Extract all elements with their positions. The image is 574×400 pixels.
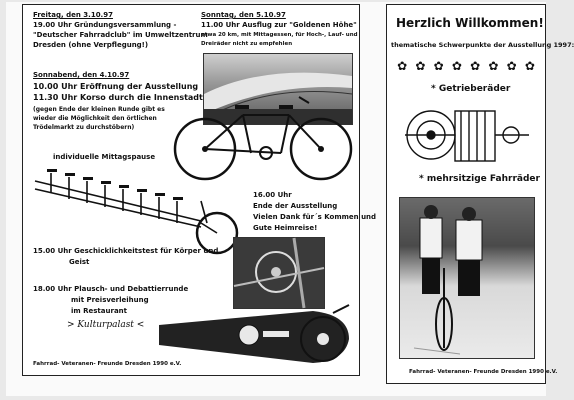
theme-item-multiseat: * mehrsitzige Fahrräder [419,174,540,184]
friday-line-2: "Deutscher Fahrradclub" im Umweltzentrum [33,31,208,39]
friday-line-1: 19.00 Uhr Gründungsversammlung - [33,21,177,29]
evening-line-3: im Restaurant [71,307,127,315]
saturday-line-4: wieder die Möglichkeit den örtlichen [33,115,157,122]
sunday-line-3: Dreiräder nicht zu empfehlen [201,41,293,47]
sunday-date: Sonntag, den 5.10.97 [201,11,286,19]
sunday-line-1: 11.00 Uhr Ausflug zur "Goldenen Höhe" [201,21,357,29]
chain-guard-drawing [153,305,353,371]
end-time: 16.00 Uhr [253,191,292,199]
lunch-break: individuelle Mittagspause [53,153,156,161]
saturday-line-1: 10.00 Uhr Eröffnung der Ausstellung [33,82,199,91]
gear-icon [401,97,531,171]
friday-line-3: Dresden (ohne Verpflegung!) [33,41,149,49]
program-panel [22,4,377,376]
chainring-illustration [234,238,324,308]
skill-line-2: Geist [69,258,90,266]
flower-ornament-icon: ✿ ✿ ✿ ✿ ✿ ✿ ✿ ✿ [397,59,535,73]
tandem-riders-photo [399,197,535,359]
evening-venue: > Kulturpalast < [67,320,145,330]
sunday-line-2: etwa 20 km, mit Mittagessen, für Hoch-, Lauf- und [201,32,358,38]
tandem-riders-illustration [400,198,534,358]
saturday-line-2: 11.30 Uhr Korso durch die Innenstadt [33,93,203,102]
friday-date: Freitag, den 3.10.97 [33,11,113,19]
skill-line-1: 15.00 Uhr Geschicklichkeitstest für Körper und [33,247,219,255]
right-footer: Fahrrad- Veteranen- Freunde Dresden 1990 e.V. [409,369,558,375]
welcome-title: Herzlich Willkommen! [396,16,544,30]
end-line-3: Vielen Dank für´s Kommen und [253,213,377,221]
evening-line-1: 18.00 Uhr Plausch- und Debattierrunde [33,285,189,293]
end-line-4: Gute Heimreise! [253,224,318,232]
theme-item-gears: * Getrieberäder [431,84,511,94]
chainring-photo [233,237,325,309]
multiseat-bicycle-drawing [31,161,231,259]
evening-line-2: mit Preisverleihung [71,296,149,304]
saturday-date: Sonnabend, den 4.10.97 [33,71,130,79]
saturday-line-5: Trödelmarkt zu durchstöbern) [33,124,135,131]
end-line-2: Ende der Ausstellung [253,202,338,210]
welcome-panel [386,4,574,384]
welcome-subtitle: thematische Schwerpunkte der Ausstellung 1997: [391,41,574,49]
left-footer: Fahrrad- Veteranen- Freunde Dresden 1990 e.V. [33,361,182,367]
scanned-sheet [6,2,574,396]
saturday-line-3: (gegen Ende der kleinen Runde gibt es [33,106,165,113]
